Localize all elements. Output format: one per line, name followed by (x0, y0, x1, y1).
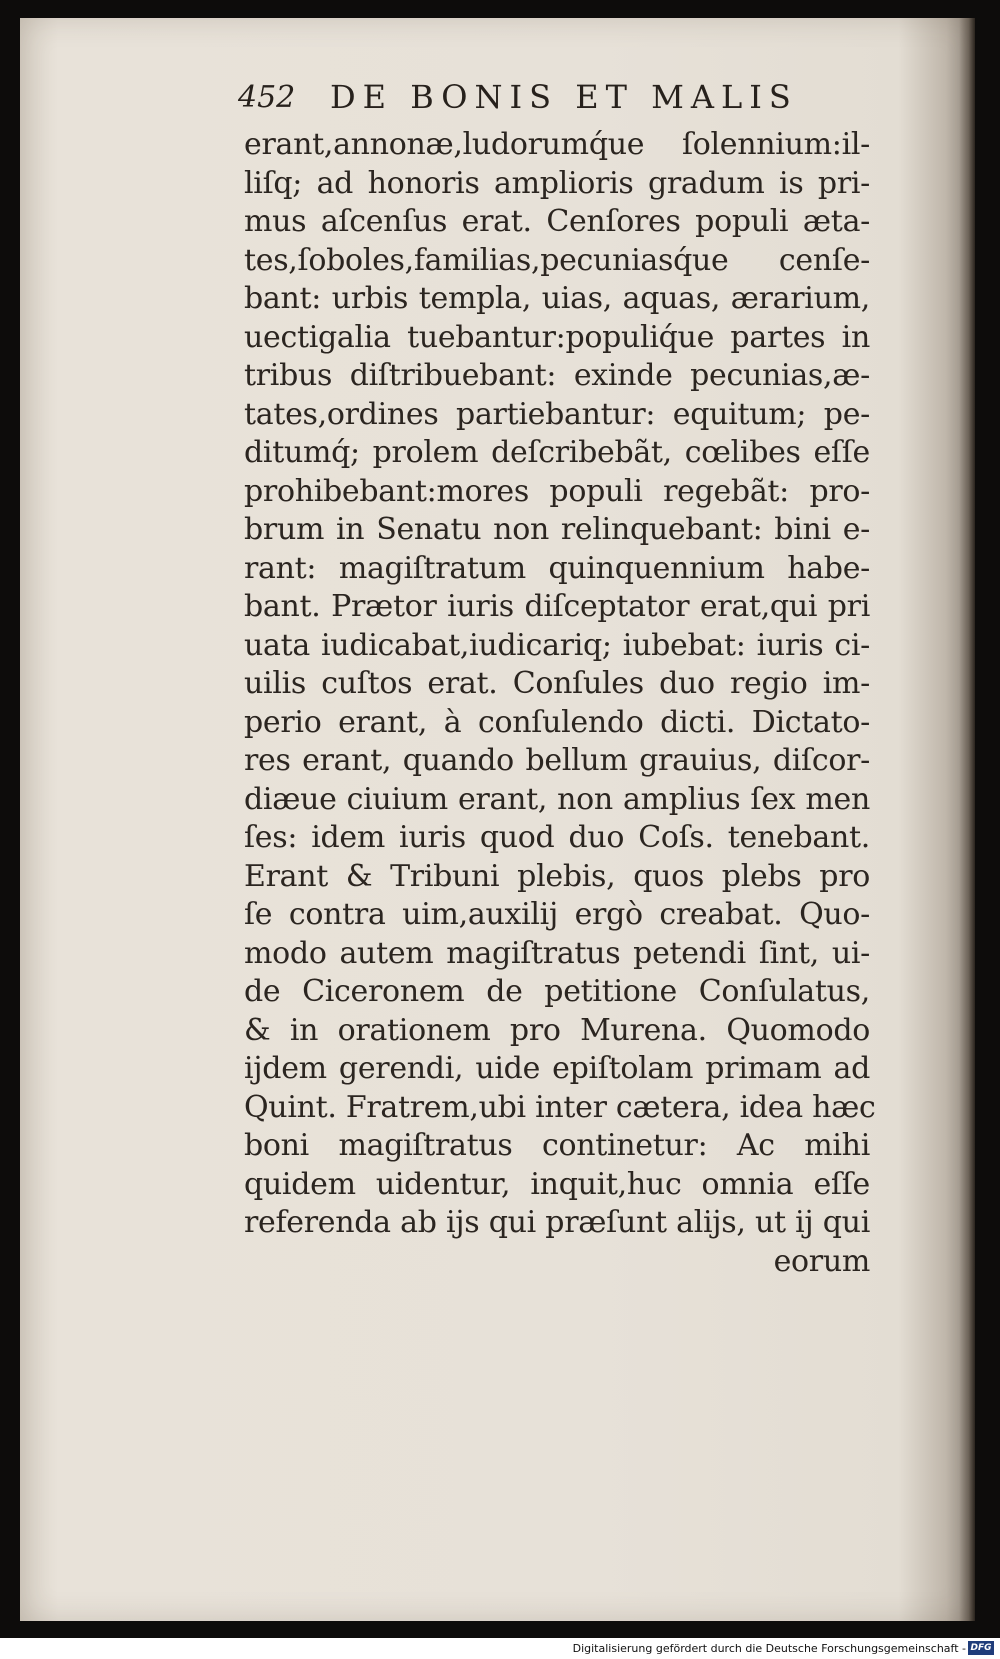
text-line: tes,ſoboles,familias,pecuniasq́ue cenſe- (244, 242, 870, 278)
text-line: modo autem magiſtratus petendi ſint, ui- (244, 935, 870, 971)
funding-note: Digitalisierung gefördert durch die Deutsche Forschungsgemeinschaft - (572, 1642, 966, 1655)
text-line: bant: urbis templa, uias, aquas, ærarium, (244, 281, 870, 316)
text-line: tribus diſtribuebant: exinde pecunias,æ- (244, 358, 870, 393)
page-number: 452 (238, 80, 296, 115)
text-line: & in orationem pro Murena. Quomodo (244, 1012, 870, 1048)
catchword: eorum (773, 1243, 870, 1279)
text-line: brum in Senatu non relinquebant: bini e- (244, 512, 870, 547)
text-line: res erant, quando bellum grauius, diſcor- (244, 743, 870, 778)
text-line: quidem uidentur, inquit,huc omnia eſſe (244, 1166, 870, 1202)
text-line: referenda ab ijs qui præſunt alijs, ut ij qui (244, 1205, 870, 1240)
text-line: tates,ordines partiebantur: equitum; pe- (244, 396, 870, 432)
text-line: perio erant, à conſulendo dicti. Dictato- (244, 704, 870, 740)
running-head (238, 78, 798, 124)
running-title: DE BONIS ET MALIS (330, 78, 798, 116)
text-line: ditumq́; prolem deſcribebãt, cœlibes eſſe (244, 435, 870, 470)
text-line: boni magiſtratus continetur: Ac mihi (244, 1128, 870, 1163)
body-text (244, 126, 876, 1281)
text-line: uata iudicabat,iudicariq; iubebat: iuris ci- (244, 627, 870, 663)
text-line: ſe contra uim,auxilij ergò creabat. Quo- (244, 897, 870, 932)
text-line: diæue ciuium erant, non amplius ſex men (244, 781, 870, 817)
page-edge-shadow (959, 18, 975, 1621)
text-line: erant,annonæ,ludorumq́ue ſolennium:il- (244, 127, 870, 162)
text-line: Quint. Fratrem,ubi inter cætera, idea hæc (244, 1089, 876, 1125)
text-line: de Ciceronem de petitione Conſulatus, (244, 974, 870, 1009)
text-line: prohibebant:mores populi regebãt: pro- (244, 473, 870, 509)
footer-bar (0, 1638, 1000, 1659)
text-line: uilis cuſtos erat. Conſules duo regio im- (244, 666, 870, 701)
text-line: ijdem gerendi, uide epiſtolam primam ad (244, 1051, 870, 1086)
text-line: ſes: idem iuris quod duo Coſs. tenebant. (244, 820, 870, 855)
text-line: uectigalia tuebantur:populiq́ue partes in (244, 319, 870, 355)
text-line: bant. Prætor iuris diſceptator erat,qui pri (244, 589, 870, 624)
text-line: rant: magiſtratum quinquennium habe- (244, 550, 870, 586)
text-line: mus aſcenſus erat. Cenſores populi æta- (244, 204, 870, 239)
text-line: Erant & Tribuni plebis, quos plebs pro (244, 858, 870, 894)
dfg-logo: DFG (968, 1641, 994, 1655)
text-line: liſq; ad honoris amplioris gradum is pri- (244, 165, 870, 201)
